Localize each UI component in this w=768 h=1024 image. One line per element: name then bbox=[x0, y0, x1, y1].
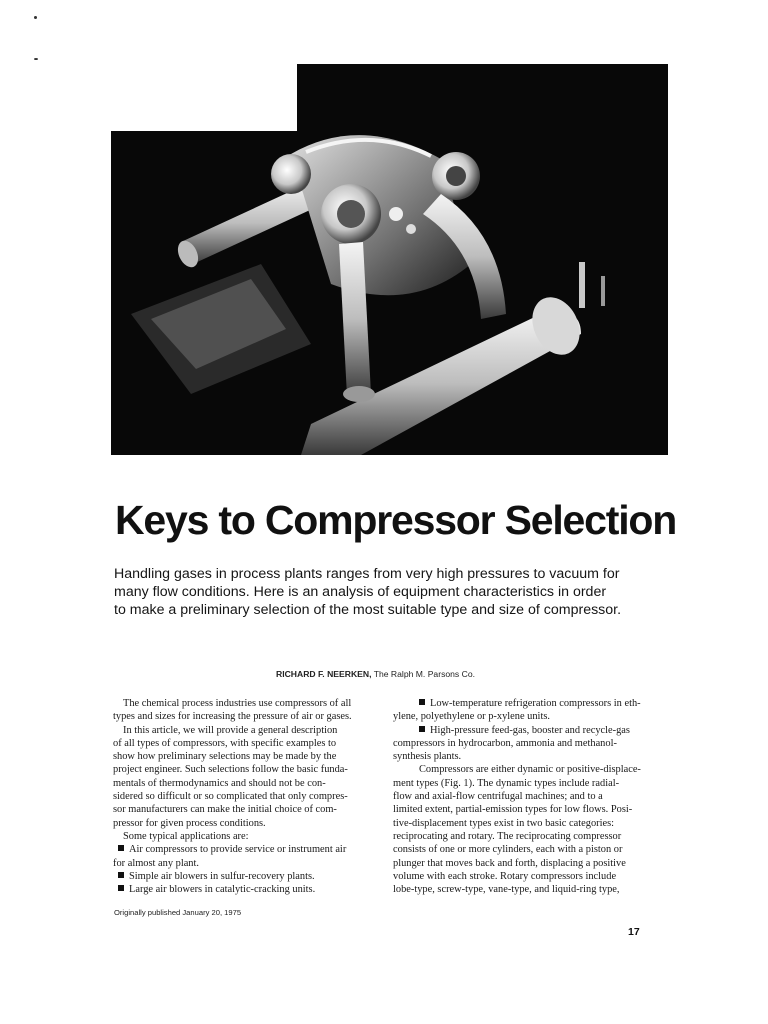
article-title: Keys to Compressor Selection bbox=[115, 497, 677, 543]
deck-line: Handling gases in process plants ranges from very high pressures to vacuum for bbox=[114, 566, 620, 582]
body-line: of all types of compressors, with specific examples to bbox=[113, 737, 337, 749]
photo-corner-cutout bbox=[111, 64, 297, 131]
body-line: mentals of thermodynamics and should not be con- bbox=[113, 777, 326, 789]
body-line: In this article, we will provide a general description bbox=[123, 724, 338, 736]
bullet-line: Large air blowers in catalytic-cracking units. bbox=[113, 883, 369, 896]
deck-line: to make a preliminary selection of the most suitable type and size of compressor. bbox=[114, 602, 622, 618]
author-name: RICHARD F. NEERKEN, bbox=[276, 669, 372, 679]
body-line: project engineer. Such selections follow the basic funda- bbox=[113, 764, 348, 776]
bullet-line: Low-temperature refrigeration compressors in eth- bbox=[393, 697, 649, 710]
body-line: Compressors are either dynamic or positive-displace- bbox=[419, 764, 641, 776]
body-line: limited extent, partial-emission types for low flows. Posi- bbox=[393, 804, 633, 816]
publication-note: Originally published January 20, 1975 bbox=[114, 908, 242, 917]
byline bbox=[276, 669, 475, 679]
right-column bbox=[393, 697, 649, 896]
body-line: plunger that moves back and forth, displacing a positive bbox=[393, 857, 626, 869]
bullet-icon bbox=[118, 885, 124, 891]
bullet-icon bbox=[419, 726, 425, 732]
author-company: The Ralph M. Parsons Co. bbox=[373, 669, 475, 679]
body-line: types and sizes for increasing the pressure of air or gases. bbox=[113, 711, 352, 723]
body-line: ylene, polyethylene or p-xylene units. bbox=[393, 711, 550, 723]
body-line: for almost any plant. bbox=[113, 857, 199, 869]
compressor-photo bbox=[111, 64, 668, 455]
body-line: ment types (Fig. 1). The dynamic types include radial- bbox=[393, 777, 620, 789]
bullet-icon bbox=[118, 872, 124, 878]
bullet-line: Air compressors to provide service or instrument air bbox=[113, 843, 369, 856]
body-line: show how preliminary selections may be made by the bbox=[113, 751, 337, 763]
bullet-icon bbox=[419, 699, 425, 705]
page-number: 17 bbox=[628, 926, 640, 938]
left-column bbox=[113, 697, 369, 896]
body-line: The chemical process industries use compressors of all bbox=[123, 698, 352, 709]
body-line: synthesis plants. bbox=[393, 751, 462, 763]
body-line: volume with each stroke. Rotary compressors include bbox=[393, 870, 617, 882]
bullet-line: High-pressure feed-gas, booster and recycle-gas bbox=[393, 724, 649, 737]
bullet-line: Simple air blowers in sulfur-recovery plants. bbox=[113, 870, 369, 883]
deck-line: many flow conditions. Here is an analysis of equipment characteristics in order bbox=[114, 584, 607, 600]
article-deck bbox=[114, 565, 674, 619]
body-line: Some typical applications are: bbox=[123, 830, 249, 842]
body-line: consists of one or more cylinders, each with a piston or bbox=[393, 844, 623, 856]
scan-speck bbox=[34, 58, 38, 60]
body-line: lobe-type, screw-type, vane-type, and liquid-ring type, bbox=[393, 884, 620, 896]
body-line: sidered so difficult or so complicated that only compres- bbox=[113, 791, 348, 803]
body-line: sor manufacturers can make the initial choice of com- bbox=[113, 804, 337, 816]
body-line: flow and axial-flow centrifugal machines; and to a bbox=[393, 791, 603, 803]
scan-speck bbox=[34, 16, 37, 19]
body-line: compressors in hydrocarbon, ammonia and methanol- bbox=[393, 737, 617, 749]
body-line: pressor for given process conditions. bbox=[113, 817, 266, 829]
body-line: tive-displacement types exist in two basic categories: bbox=[393, 817, 615, 829]
body-line: reciprocating and rotary. The reciprocating compressor bbox=[393, 830, 622, 842]
bullet-icon bbox=[118, 845, 124, 851]
